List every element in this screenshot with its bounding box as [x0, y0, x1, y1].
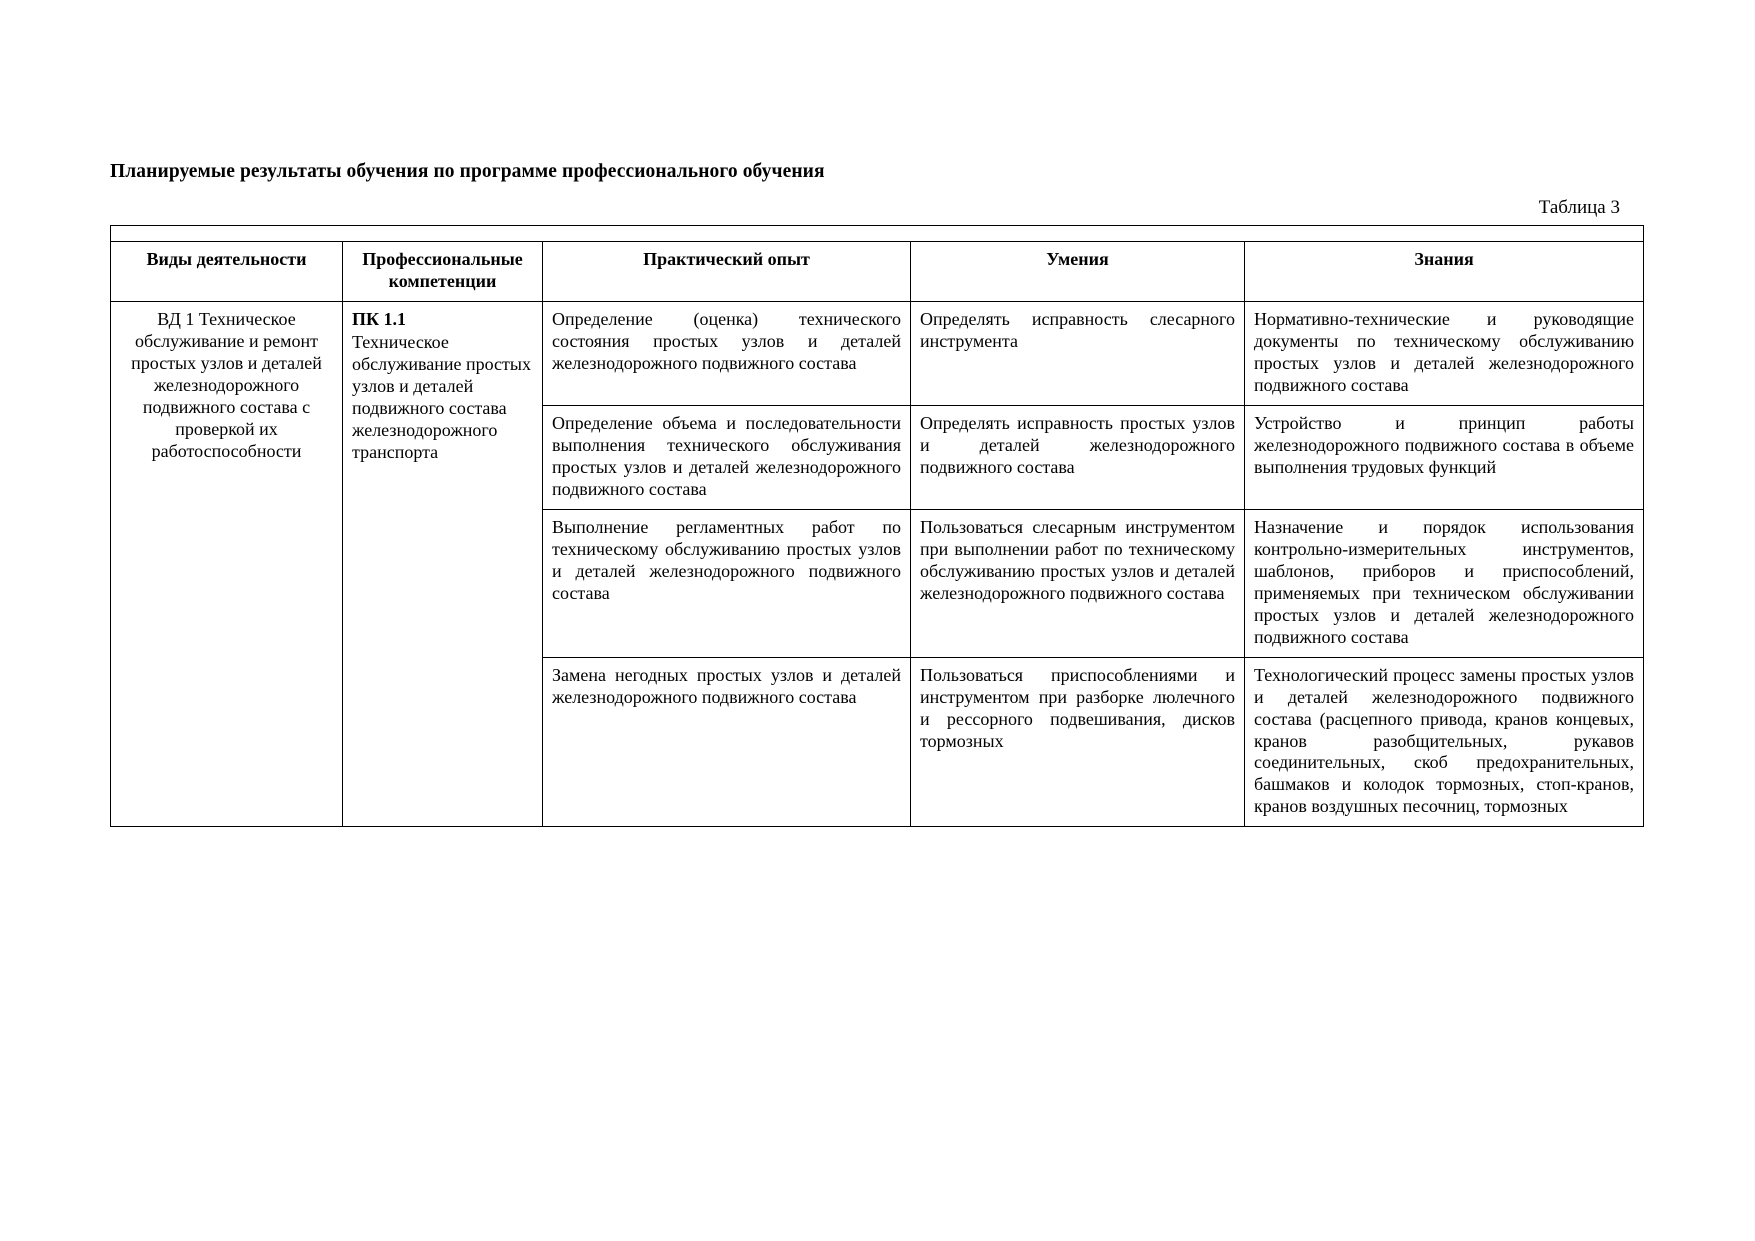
skills-cell-3: Пользоваться слесарным инструментом при выполнении работ по техническому обслуживанию простых узлов и деталей железнодорожного подвижного состава: [911, 509, 1245, 657]
knowledge-cell-1: Нормативно-технические и руководящие документы по техническому обслуживанию простых узлов и деталей железнодорожного подвижного состава: [1245, 302, 1644, 406]
experience-cell-2: Определение объема и последовательности выполнения технического обслуживания простых узлов и деталей железнодорожного подвижного состава: [543, 406, 911, 510]
skills-cell-2: Определять исправность простых узлов и деталей железнодорожного подвижного состава: [911, 406, 1245, 510]
experience-cell-1: Определение (оценка) технического состояния простых узлов и деталей железнодорожного подвижного состава: [543, 302, 911, 406]
competence-cell: [343, 302, 543, 827]
activity-cell: ВД 1 Техническое обслуживание и ремонт простых узлов и деталей железнодорожного подвижного состава с проверкой их работоспособности: [111, 302, 343, 827]
experience-cell-4: Замена негодных простых узлов и деталей железнодорожного подвижного состава: [543, 657, 911, 827]
competence-text: Техническое обслуживание простых узлов и деталей подвижного состава железнодорожного транспорта: [352, 332, 531, 463]
competence-code: ПК 1.1: [352, 309, 407, 330]
header-skills: Умения: [911, 242, 1245, 302]
table-row-intro: [111, 226, 1644, 242]
header-competence: Профессиональные компетенции: [343, 242, 543, 302]
knowledge-cell-4: Технологический процесс замены простых узлов и деталей железнодорожного подвижного состава (расцепного привода, кранов концевых, кранов разобщительных, рукавов соединительных, скоб предохранительных, башмаков и колодок тормозных, стоп-кранов, кранов воздушных песочниц, тормозных: [1245, 657, 1644, 827]
header-experience: Практический опыт: [543, 242, 911, 302]
knowledge-cell-3: Назначение и порядок использования контрольно-измерительных инструментов, шаблонов, приборов и приспособлений, применяемых при техническом обслуживании простых узлов и деталей железнодорожного подвижного состава: [1245, 509, 1644, 657]
table-row: [111, 302, 1644, 406]
results-table: [110, 225, 1644, 827]
skills-cell-1: Определять исправность слесарного инструмента: [911, 302, 1245, 406]
page-title: Планируемые результаты обучения по программе профессионального обучения: [110, 161, 825, 182]
skills-cell-4: Пользоваться приспособлениями и инструментом при разборке люлечного и рессорного подвешивания, дисков тормозных: [911, 657, 1245, 827]
table-header-row: [111, 242, 1644, 302]
intro-cell: [111, 226, 1644, 242]
experience-cell-3: Выполнение регламентных работ по техническому обслуживанию простых узлов и деталей железнодорожного подвижного состава: [543, 509, 911, 657]
header-knowledge: Знания: [1245, 242, 1644, 302]
header-activity: Виды деятельности: [111, 242, 343, 302]
knowledge-cell-2: Устройство и принцип работы железнодорожного подвижного состава в объеме выполнения трудовых функций: [1245, 406, 1644, 510]
table-caption: Таблица 3: [1538, 197, 1620, 219]
